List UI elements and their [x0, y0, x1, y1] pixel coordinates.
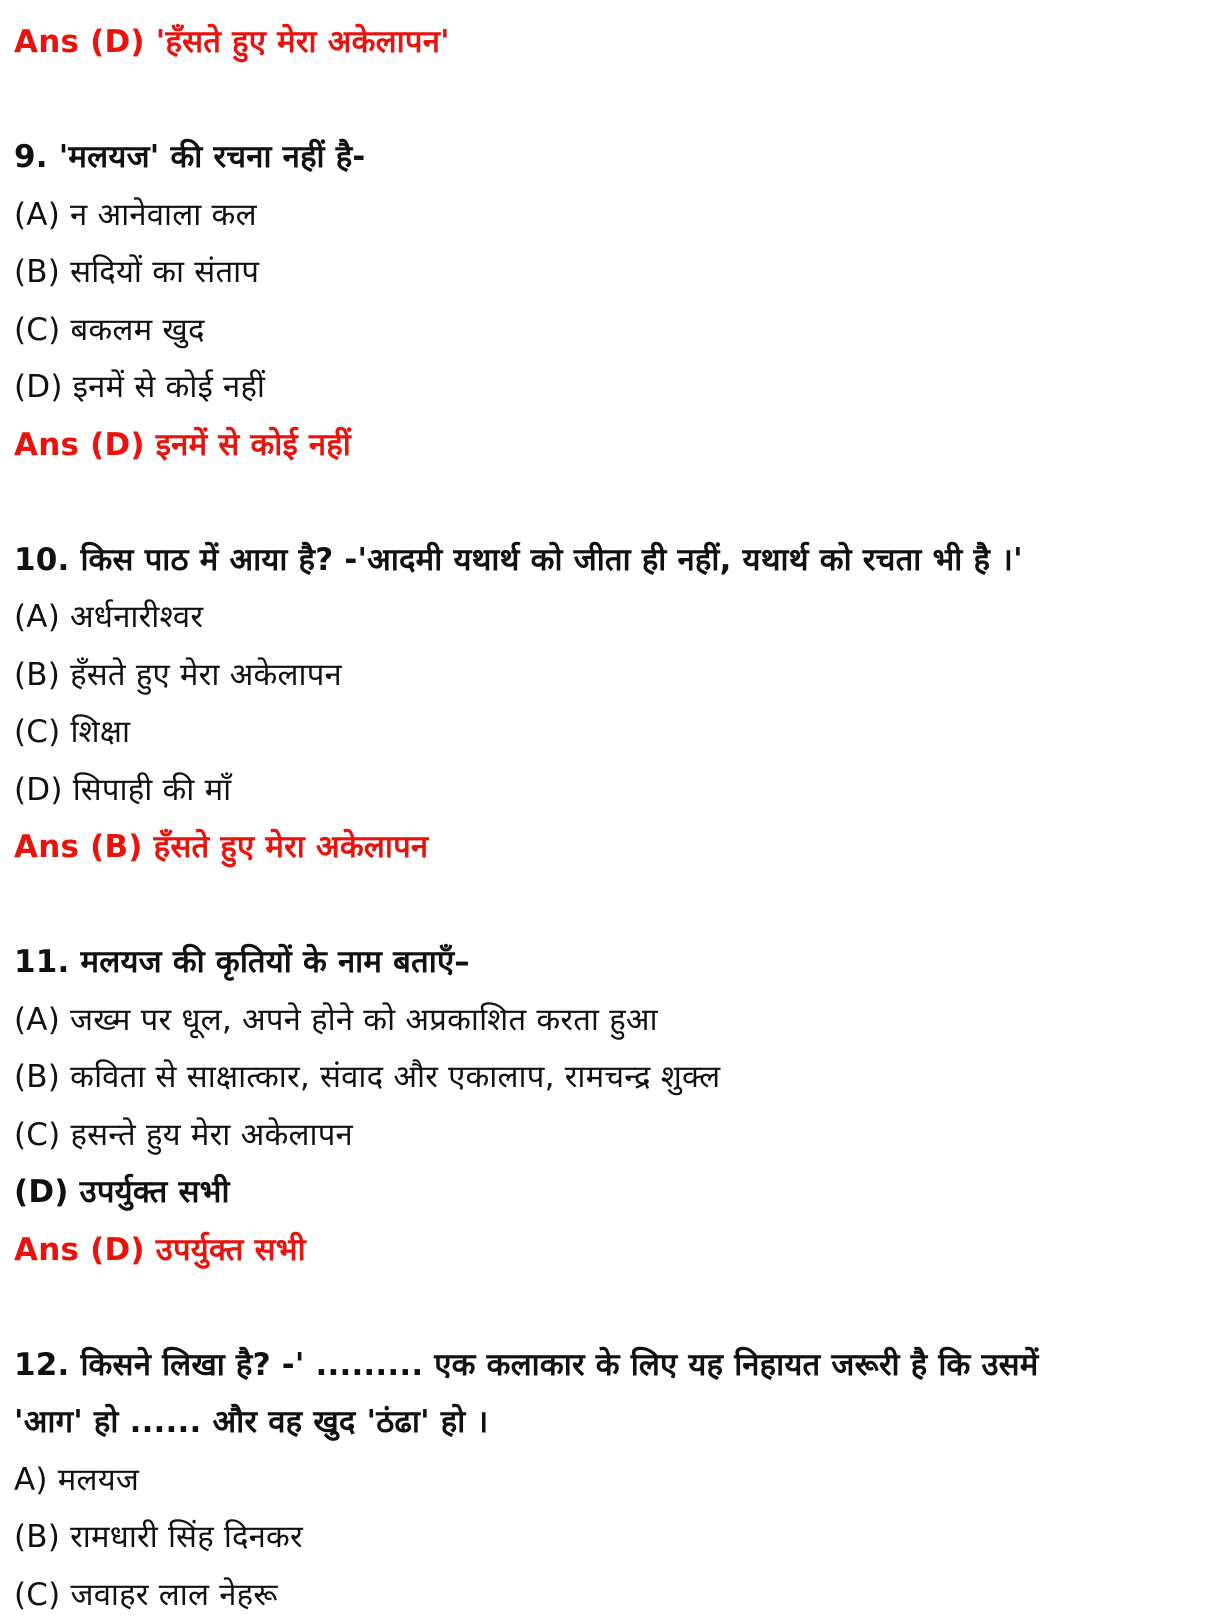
option-line: (A) न आनेवाला कल: [14, 187, 1214, 245]
option-line: (C) जवाहर लाल नेहरू: [14, 1567, 1214, 1624]
option-line: (C) शिक्षा: [14, 704, 1214, 762]
option-line: (D) सिपाही की माँ: [14, 762, 1214, 820]
spacer: [14, 1279, 1214, 1337]
option-line-bold: (D) उपर्युक्त सभी: [14, 1164, 1214, 1222]
answer-line: Ans (D) उपर्युक्त सभी: [14, 1222, 1214, 1280]
option-line: (A) अर्धनारीश्वर: [14, 589, 1214, 647]
option-line: (B) रामधारी सिंह दिनकर: [14, 1509, 1214, 1567]
option-line: (A) जख्म पर धूल, अपने होने को अप्रकाशित करता हुआ: [14, 992, 1214, 1050]
question-9: 9. 'मलयज' की रचना नहीं है-: [14, 129, 1214, 187]
answer-line: Ans (B) हँसते हुए मेरा अकेलापन: [14, 819, 1214, 877]
option-line: (C) बकलम खुद: [14, 302, 1214, 360]
spacer: [14, 474, 1214, 532]
answer-line: Ans (D) इनमें से कोई नहीं: [14, 417, 1214, 475]
option-line: A) मलयज: [14, 1452, 1214, 1510]
option-line: (B) कविता से साक्षात्कार, संवाद और एकालाप, रामचन्द्र शुक्ल: [14, 1049, 1214, 1107]
question-12: 12. किसने लिखा है? -' ......... एक कलाकार के लिए यह निहायत जरूरी है कि उसमें: [14, 1337, 1214, 1395]
question-12-cont: 'आग' हो ...... और वह खुद 'ठंढा' हो ।: [14, 1394, 1214, 1452]
spacer: [14, 877, 1214, 935]
option-line: (C) हसन्ते हुय मेरा अकेलापन: [14, 1107, 1214, 1165]
question-11: 11. मलयज की कृतियों के नाम बताएँ–: [14, 934, 1214, 992]
option-line: (B) हँसते हुए मेरा अकेलापन: [14, 647, 1214, 705]
option-line: (B) सदियों का संताप: [14, 244, 1214, 302]
answer-line: Ans (D) 'हँसते हुए मेरा अकेलापन': [14, 14, 1214, 72]
question-10: 10. किस पाठ में आया है? -'आदमी यथार्थ को जीता ही नहीं, यथार्थ को रचता भी है ।': [14, 532, 1214, 590]
quiz-document: [14, 14, 1214, 1624]
option-line: (D) इनमें से कोई नहीं: [14, 359, 1214, 417]
spacer: [14, 72, 1214, 130]
